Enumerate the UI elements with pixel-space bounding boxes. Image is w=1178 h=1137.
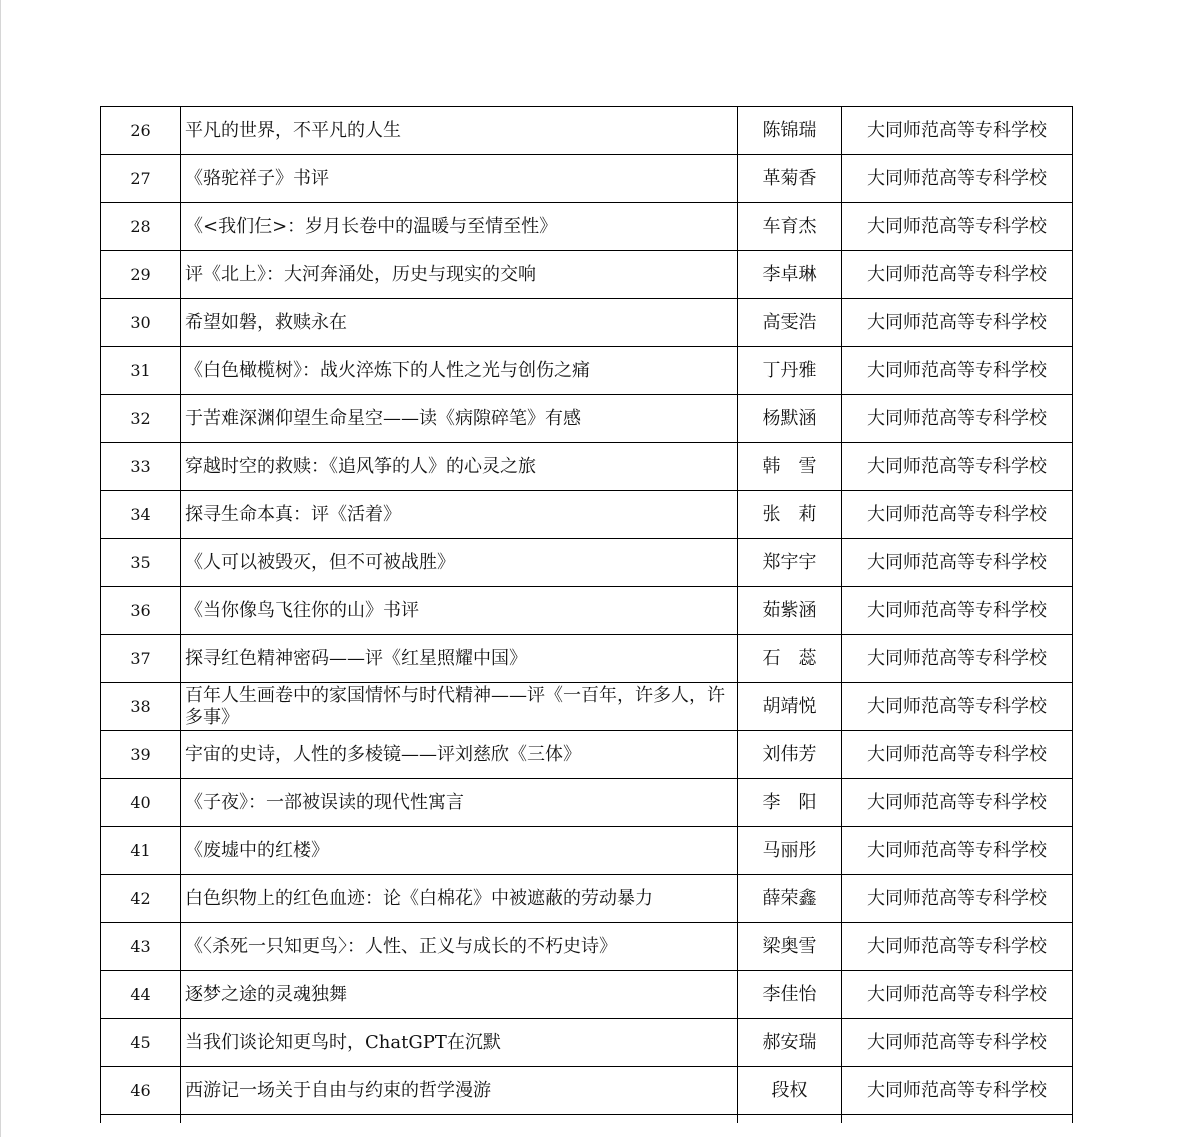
essay-title: 《人可以被毁灭，但不可被战胜》 [181, 539, 738, 587]
author-name: 高雯浩 [738, 299, 842, 347]
author-name: 杨默涵 [738, 395, 842, 443]
essay-title: 《白色橄榄树》：战火淬炼下的人性之光与创伤之痛 [181, 347, 738, 395]
author-name: 马丽彤 [738, 827, 842, 875]
row-number: 38 [101, 683, 181, 731]
school-name: 大同师范高等专科学校 [842, 299, 1073, 347]
row-number: 31 [101, 347, 181, 395]
author-name: 李卓琳 [738, 251, 842, 299]
school-name: 大同师范高等专科学校 [842, 923, 1073, 971]
school-name: 大同师范高等专科学校 [842, 875, 1073, 923]
row-number: 39 [101, 731, 181, 779]
award-list-table-container [100, 106, 1072, 1123]
author-name: 李 阳 [738, 779, 842, 827]
table-row [101, 923, 1073, 971]
essay-title: 逐梦之途的灵魂独舞 [181, 971, 738, 1019]
table-row [101, 1067, 1073, 1115]
row-number: 41 [101, 827, 181, 875]
school-name: 大同师范高等专科学校 [842, 203, 1073, 251]
school-name: 大同师范高等专科学校 [842, 779, 1073, 827]
row-number: 37 [101, 635, 181, 683]
row-number: 34 [101, 491, 181, 539]
table-row [101, 395, 1073, 443]
table-row [101, 107, 1073, 155]
table-row [101, 971, 1073, 1019]
author-name: 丁丹雅 [738, 347, 842, 395]
empty-cell [181, 1115, 738, 1123]
table-row [101, 1019, 1073, 1067]
row-number: 29 [101, 251, 181, 299]
essay-title: 宇宙的史诗，人性的多棱镜——评刘慈欣《三体》 [181, 731, 738, 779]
table-row [101, 875, 1073, 923]
essay-title: 《子夜》：一部被误读的现代性寓言 [181, 779, 738, 827]
author-name: 胡靖悦 [738, 683, 842, 731]
row-number: 42 [101, 875, 181, 923]
author-name: 薛荣鑫 [738, 875, 842, 923]
school-name: 大同师范高等专科学校 [842, 635, 1073, 683]
essay-title: 《<我们仨>：岁月长卷中的温暖与至情至性》 [181, 203, 738, 251]
author-name: 韩 雪 [738, 443, 842, 491]
table-row [101, 683, 1073, 731]
award-list-table [100, 106, 1073, 1123]
author-name: 郑宇宇 [738, 539, 842, 587]
author-name: 革菊香 [738, 155, 842, 203]
school-name: 大同师范高等专科学校 [842, 1067, 1073, 1115]
essay-title: 探寻红色精神密码——评《红星照耀中国》 [181, 635, 738, 683]
school-name: 大同师范高等专科学校 [842, 971, 1073, 1019]
table-row [101, 251, 1073, 299]
essay-title: 《〈杀死一只知更鸟〉：人性、正义与成长的不朽史诗》 [181, 923, 738, 971]
school-name: 大同师范高等专科学校 [842, 155, 1073, 203]
essay-title: 《废墟中的红楼》 [181, 827, 738, 875]
row-number: 33 [101, 443, 181, 491]
row-number: 40 [101, 779, 181, 827]
empty-cell [101, 1115, 181, 1123]
school-name: 大同师范高等专科学校 [842, 1019, 1073, 1067]
row-number: 28 [101, 203, 181, 251]
table-row [101, 539, 1073, 587]
school-name: 大同师范高等专科学校 [842, 587, 1073, 635]
row-number: 26 [101, 107, 181, 155]
table-row [101, 827, 1073, 875]
author-name: 李佳怡 [738, 971, 842, 1019]
author-name: 张 莉 [738, 491, 842, 539]
table-row [101, 635, 1073, 683]
author-name: 车育杰 [738, 203, 842, 251]
essay-title: 西游记一场关于自由与约束的哲学漫游 [181, 1067, 738, 1115]
table-row [101, 347, 1073, 395]
table-row [101, 491, 1073, 539]
row-number: 46 [101, 1067, 181, 1115]
school-name: 大同师范高等专科学校 [842, 107, 1073, 155]
essay-title: 探寻生命本真：评《活着》 [181, 491, 738, 539]
essay-title: 白色织物上的红色血迹：论《白棉花》中被遮蔽的劳动暴力 [181, 875, 738, 923]
row-number: 44 [101, 971, 181, 1019]
table-row [101, 443, 1073, 491]
author-name: 陈锦瑞 [738, 107, 842, 155]
school-name: 大同师范高等专科学校 [842, 683, 1073, 731]
essay-title: 希望如磐，救赎永在 [181, 299, 738, 347]
school-name: 大同师范高等专科学校 [842, 731, 1073, 779]
author-name: 梁奥雪 [738, 923, 842, 971]
row-number: 27 [101, 155, 181, 203]
school-name: 大同师范高等专科学校 [842, 491, 1073, 539]
row-number: 30 [101, 299, 181, 347]
row-number: 35 [101, 539, 181, 587]
author-name: 郝安瑞 [738, 1019, 842, 1067]
essay-title: 百年人生画卷中的家国情怀与时代精神——评《一百年，许多人，许多事》 [181, 683, 738, 731]
author-name: 刘伟芳 [738, 731, 842, 779]
essay-title: 评《北上》：大河奔涌处，历史与现实的交响 [181, 251, 738, 299]
row-number: 32 [101, 395, 181, 443]
table-row [101, 731, 1073, 779]
empty-cell [842, 1115, 1073, 1123]
school-name: 大同师范高等专科学校 [842, 347, 1073, 395]
row-number: 43 [101, 923, 181, 971]
author-name: 段权 [738, 1067, 842, 1115]
school-name: 大同师范高等专科学校 [842, 395, 1073, 443]
school-name: 大同师范高等专科学校 [842, 251, 1073, 299]
table-row-cut-off [101, 1115, 1073, 1123]
table-row [101, 587, 1073, 635]
table-row [101, 779, 1073, 827]
essay-title: 平凡的世界，不平凡的人生 [181, 107, 738, 155]
essay-title: 《当你像鸟飞往你的山》书评 [181, 587, 738, 635]
empty-cell [738, 1115, 842, 1123]
author-name: 石 蕊 [738, 635, 842, 683]
author-name: 茹紫涵 [738, 587, 842, 635]
school-name: 大同师范高等专科学校 [842, 539, 1073, 587]
table-row [101, 299, 1073, 347]
school-name: 大同师范高等专科学校 [842, 827, 1073, 875]
school-name: 大同师范高等专科学校 [842, 443, 1073, 491]
row-number: 36 [101, 587, 181, 635]
essay-title: 穿越时空的救赎：《追风筝的人》的心灵之旅 [181, 443, 738, 491]
table-row [101, 203, 1073, 251]
page-left-edge [0, 0, 1, 1137]
essay-title: 于苦难深渊仰望生命星空——读《病隙碎笔》有感 [181, 395, 738, 443]
table-row [101, 155, 1073, 203]
row-number: 45 [101, 1019, 181, 1067]
essay-title: 当我们谈论知更鸟时，ChatGPT在沉默 [181, 1019, 738, 1067]
essay-title: 《骆驼祥子》书评 [181, 155, 738, 203]
